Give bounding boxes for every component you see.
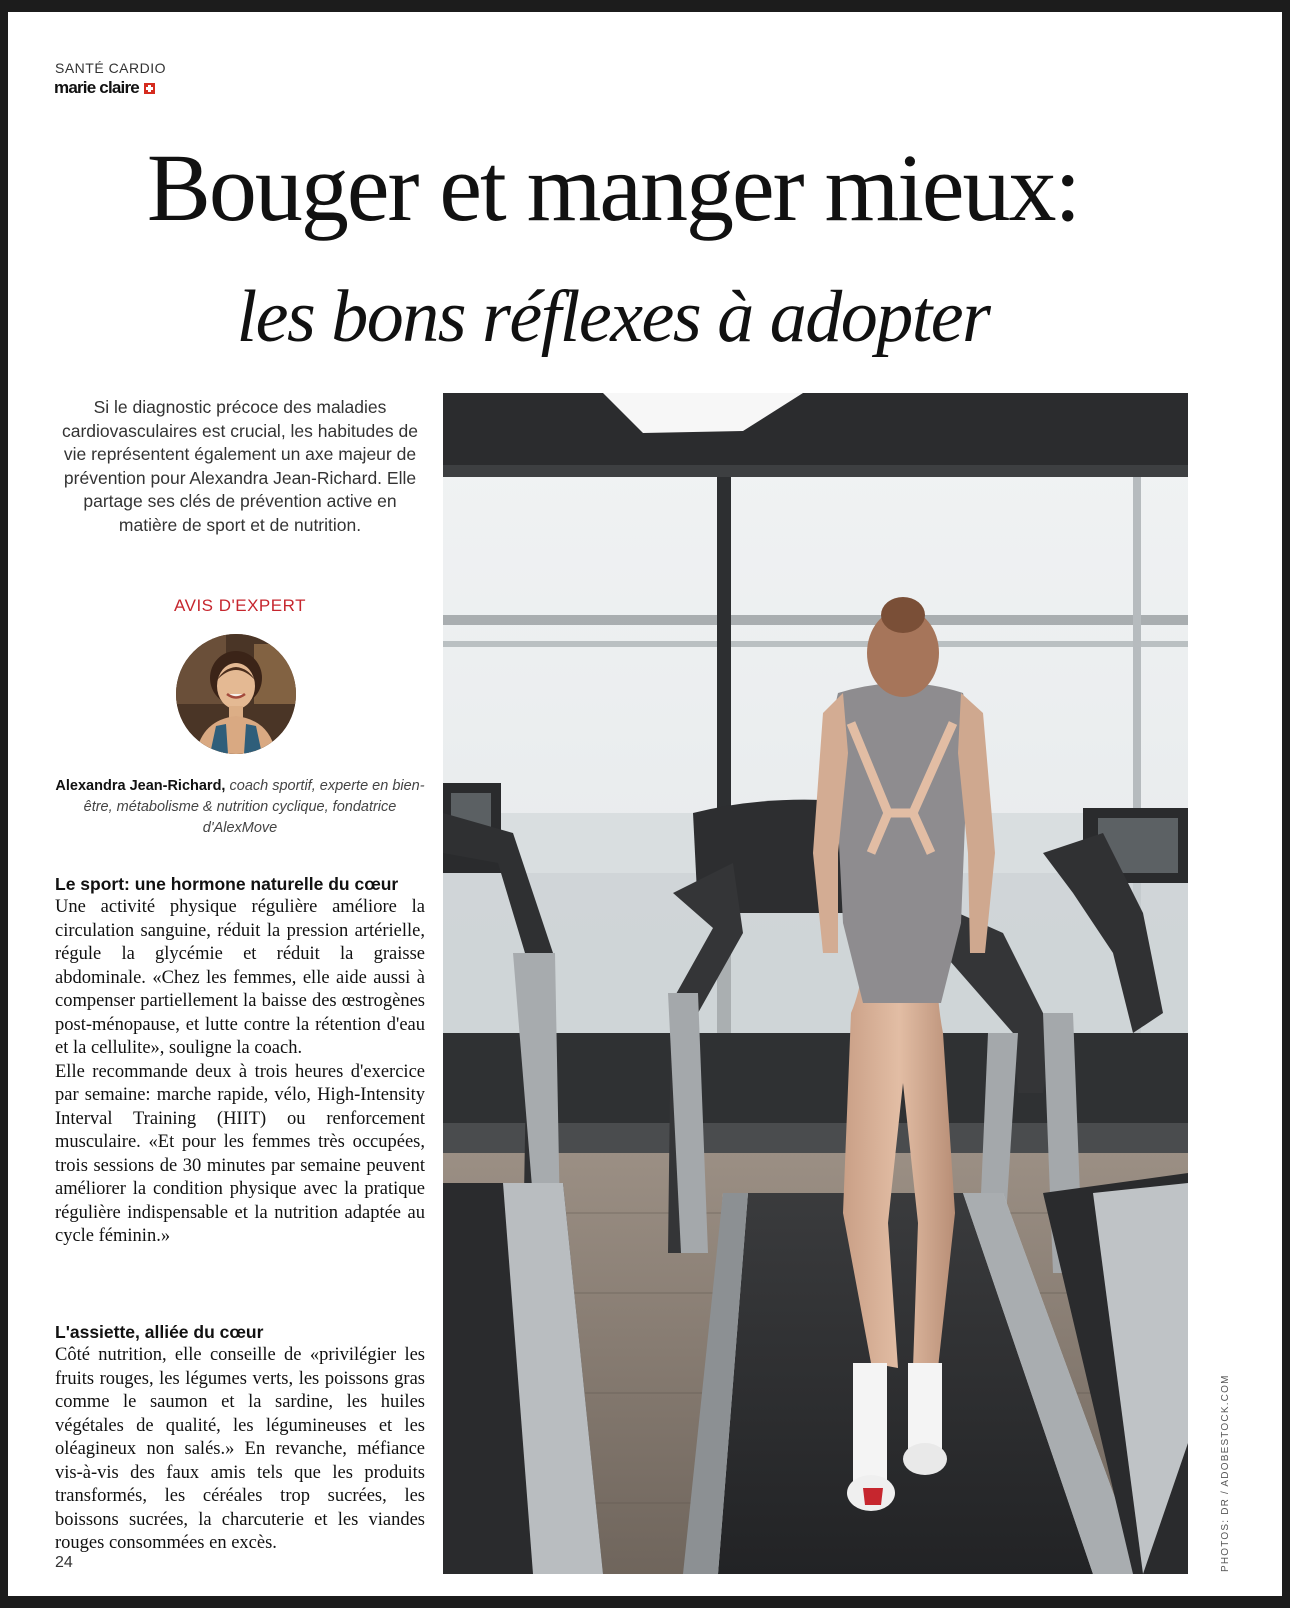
magazine-page [8,12,1282,1596]
treadmill-illustration [443,393,1188,1574]
expert-portrait [176,634,296,754]
swiss-flag-icon [144,83,155,94]
page-number: 24 [55,1554,73,1571]
avatar [176,634,296,754]
treadmill-photo [443,393,1188,1574]
article-title: Bouger et manger mieux: [146,134,1080,241]
body-nutrition [55,1344,425,1556]
body-sport [55,896,425,1249]
expert-role: coach sportif, experte en bien-être, métabolisme & nutrition cyclique, fondatrice d'AlexMove [83,778,425,836]
brand-name: marie claire [54,78,139,97]
article-subtitle: les bons réflexes à adopter [236,276,990,358]
expert-bio [55,776,425,839]
section-rubric: SANTÉ CARDIO [55,60,167,76]
expert-label: AVIS D'EXPERT [174,596,306,615]
paragraph: Côté nutrition, elle conseille de «privilégier les fruits rouges, les légumes verts, les poissons gras comme le saumon et la sardine, les huiles végétales de qualité, les légumineuses et les oléagineux non salés.» En revanche, méfiance vis-à-vis des faux amis tels que les produits transformés, les céréales trop sucrées, les boissons sucrées, la charcuterie et les viandes rouges consommées en excès. [55,1345,425,1553]
brand-logo [54,78,155,98]
paragraph: Une activité physique régulière améliore la circulation sanguine, réduit la pression artérielle, régule la glycémie et réduit la graisse abdominale. «Chez les femmes, elle aide aussi à compenser partiellement la baisse des œstrogènes post-ménopause, et lutte contre la rétention d'eau et la cellulite», souligne la coach. [55,897,425,1058]
section-heading-nutrition: L'assiette, alliée du cœur [55,1322,264,1342]
intro-paragraph: Si le diagnostic précoce des maladies cardiovasculaires est crucial, les habitudes de vie représentent également un axe majeur de prévention pour Alexandra Jean-Richard. Elle partage ses clés de prévention active en matière de sport et de nutrition. [61,397,418,535]
photo-credit: PHOTOS: DR / ADOBESTOCK.COM [1220,1374,1231,1572]
expert-name: Alexandra Jean-Richard, [55,778,226,794]
section-heading-sport: Le sport: une hormone naturelle du cœur [55,874,399,894]
paragraph: Elle recommande deux à trois heures d'exercice par semaine: marche rapide, vélo, High-Intensity Interval Training (HIIT) ou renforcement musculaire. «Et pour les femmes très occupées, trois sessions de 30 minutes par semaine peuvent améliorer la condition physique avec la pratique régulière indispensable et la nutrition adaptée au cycle féminin.» [55,1061,425,1246]
